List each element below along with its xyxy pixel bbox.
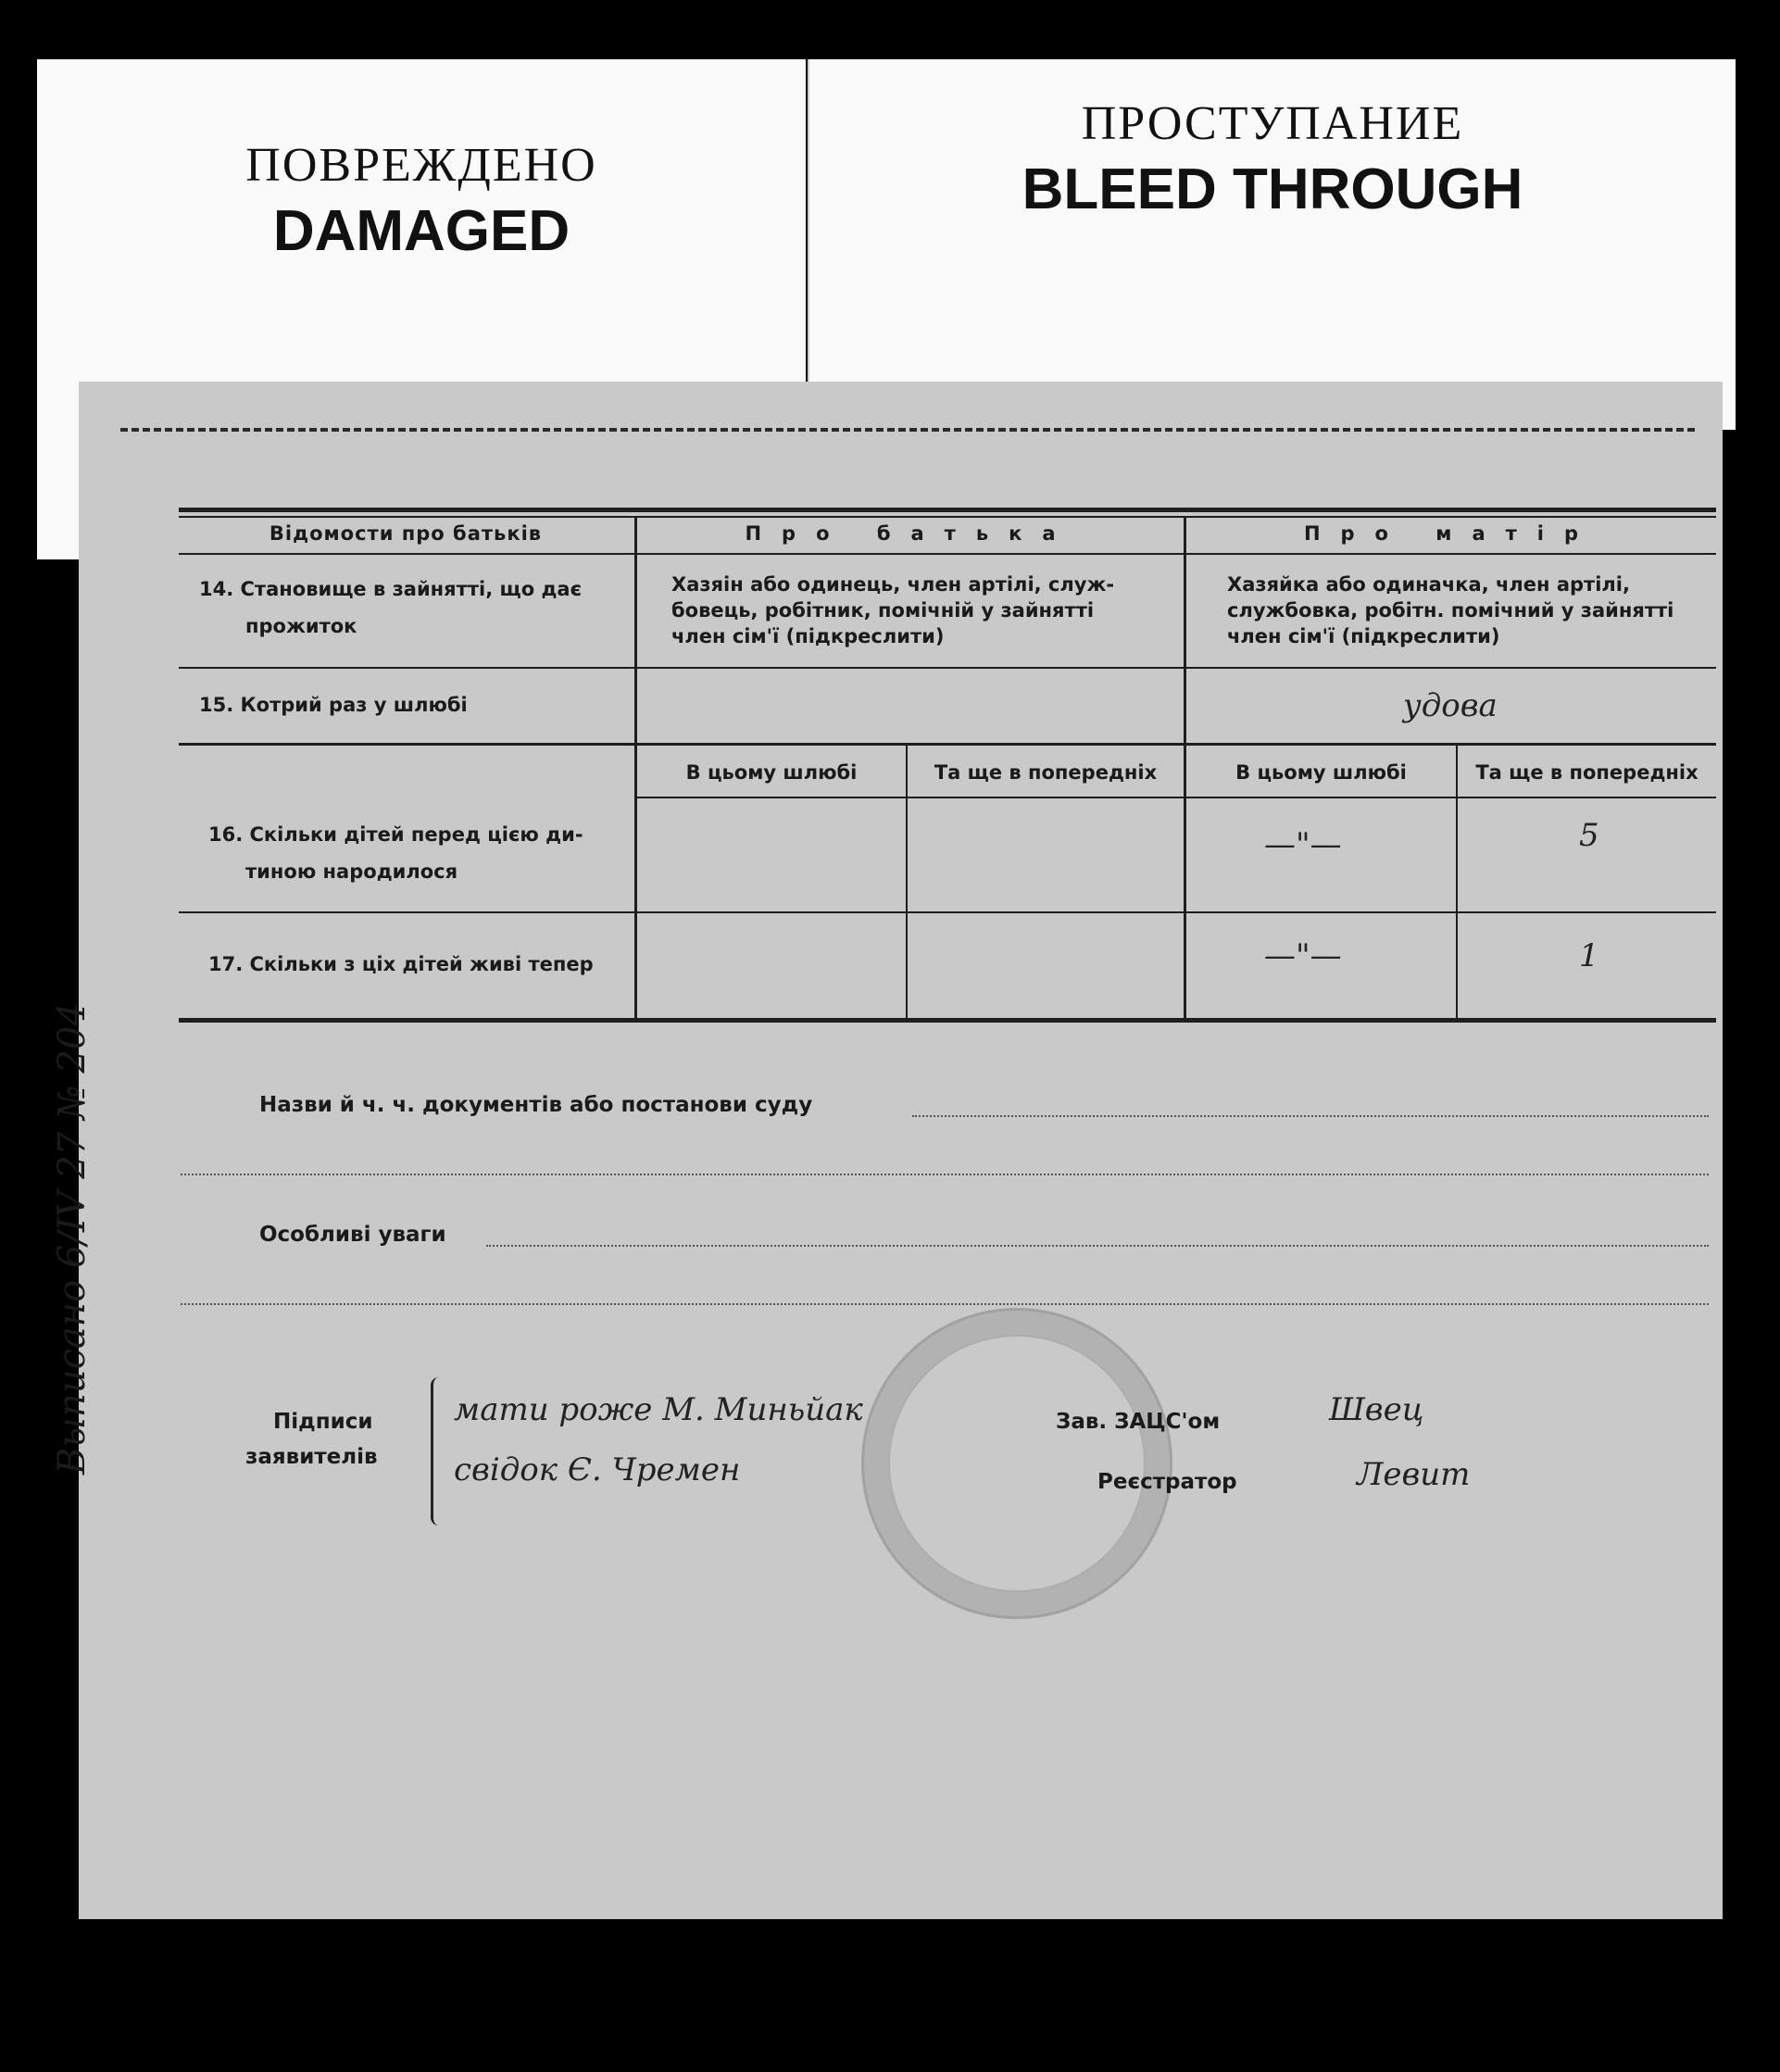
document-sheet — [51, 382, 1723, 1919]
documents-label: Назви й ч. ч. документів або постанови суду — [259, 1093, 813, 1117]
row17-label: 17. Скільки з ціх дітей живі тепер — [208, 953, 594, 975]
row14-bottom-rule — [179, 667, 1716, 669]
row16-bottom-rule — [179, 911, 1716, 913]
row17-mother-this-value: —"— — [1264, 937, 1342, 974]
subheader-mother-this: В цьому шлюбі — [1235, 761, 1407, 784]
signature-witness: свідок Є. Чремен — [454, 1451, 741, 1488]
header-info: Відомости про батьків — [269, 522, 543, 545]
registrar-signature: Левит — [1357, 1456, 1471, 1493]
row15-label: 15. Котрий раз у шлюбі — [199, 694, 468, 716]
signatures-label-line2: заявителів — [245, 1445, 378, 1469]
signatures-brace — [431, 1377, 446, 1526]
row16-mother-prev-value: 5 — [1579, 817, 1599, 854]
remarks-label: Особливі уваги — [259, 1223, 446, 1247]
row14-label-line2: прожиток — [245, 615, 357, 637]
margin-note: Выписано 6/IV 27 № 204 — [51, 1002, 94, 1475]
row14-mother-line2: службовка, робітн. помічний у зайнятті — [1227, 599, 1674, 622]
remarks-line-2 — [181, 1303, 1709, 1305]
perforation-line — [120, 428, 1695, 432]
col-divider-father-sub — [906, 746, 908, 1021]
head-label: Зав. ЗАЦС'ом — [1056, 1410, 1221, 1434]
signatures-label-line1: Підписи — [273, 1410, 373, 1434]
row17-mother-prev-value: 1 — [1579, 937, 1599, 974]
documents-line-2 — [181, 1174, 1709, 1175]
remarks-line-1 — [486, 1245, 1709, 1247]
signature-mother: мати роже М. Миньйак — [454, 1391, 863, 1428]
bleed-through-label-en: BLEED THROUGH — [1022, 157, 1523, 221]
row16-mother-this-value: —"— — [1264, 826, 1342, 863]
header-father: Про батька — [745, 522, 1076, 545]
damaged-label-ru: ПОВРЕЖДЕНО — [245, 139, 597, 192]
table-top-rule — [179, 508, 1716, 512]
row16-label-line1: 16. Скільки дітей перед цією ди- — [208, 823, 583, 846]
subheader-mother-prev: Та ще в попередніх — [1475, 761, 1699, 784]
row14-mother-line1: Хазяйка або одиначка, член артілі, — [1227, 573, 1630, 596]
header-bottom-rule — [179, 553, 1716, 555]
header-mother: Про матір — [1303, 522, 1599, 545]
row14-father-line2: бовець, робітник, помічній у зайнятті — [671, 599, 1095, 622]
documents-line-1 — [912, 1115, 1709, 1117]
bleed-through-banner — [808, 59, 1736, 430]
row14-mother-line3: член сім'ї (підкреслити) — [1227, 625, 1500, 647]
registrar-label: Реєстратор — [1097, 1470, 1237, 1494]
head-signature: Швец — [1329, 1391, 1424, 1428]
col-divider-mother-sub — [1456, 746, 1458, 1021]
row15-bottom-rule — [179, 743, 1716, 746]
subheader-bottom-rule — [634, 797, 1716, 798]
subheader-father-prev: Та ще в попередніх — [934, 761, 1158, 784]
row14-father-line1: Хазяін або одинець, член артілі, служ- — [671, 573, 1115, 596]
row15-mother-value: удова — [1403, 687, 1498, 724]
bleed-through-label-ru: ПРОСТУПАНИЕ — [1081, 97, 1464, 150]
subheader-father-this: В цьому шлюбі — [685, 761, 858, 784]
row16-label-line2: тиною народилося — [245, 860, 458, 883]
table-top-rule-thin — [179, 516, 1716, 518]
official-seal — [861, 1308, 1172, 1619]
table-bottom-rule — [179, 1018, 1716, 1023]
row14-father-line3: член сім'ї (підкреслити) — [671, 625, 945, 647]
row14-label-line1: 14. Становище в зайнятті, що дає — [199, 578, 583, 600]
damaged-label-en: DAMAGED — [272, 199, 570, 263]
